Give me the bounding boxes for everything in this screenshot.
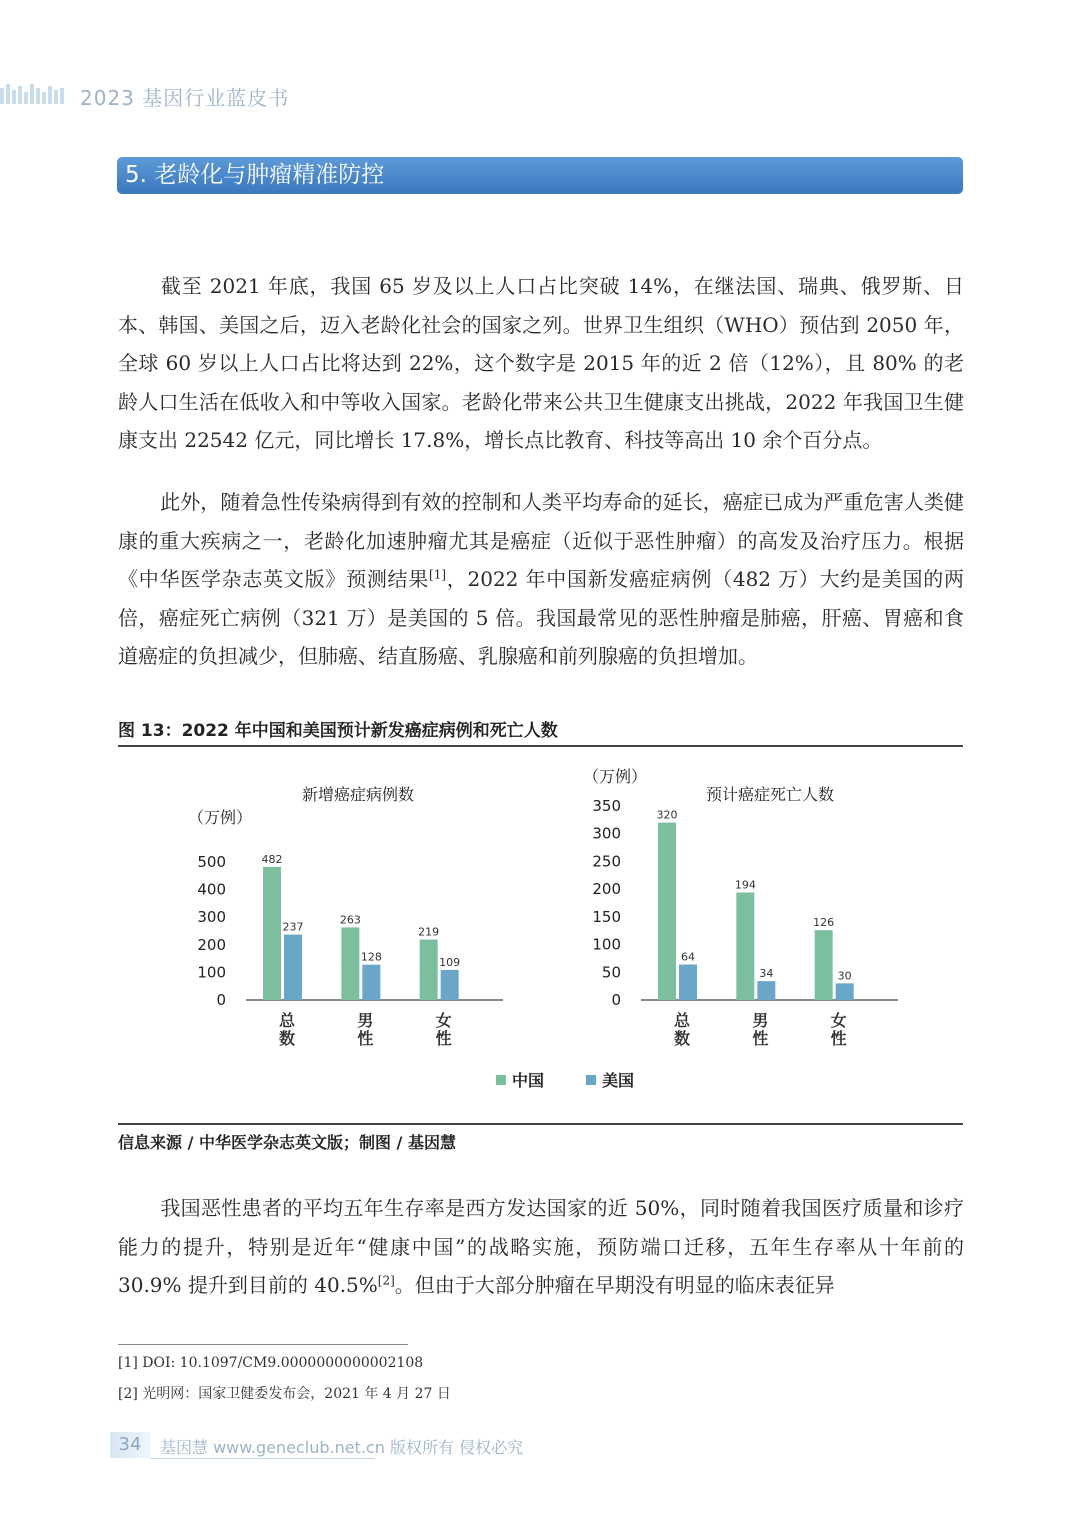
category-label: 总 bbox=[673, 1011, 691, 1030]
legend-label-china: 中国 bbox=[512, 1071, 545, 1090]
legend-swatch-china bbox=[496, 1075, 506, 1085]
figure-bottom-rule bbox=[118, 1123, 963, 1125]
footer-copyright: 版权所有 侵权必究 bbox=[390, 1438, 524, 1457]
footnote-2: [2] 光明网：国家卫健委发布会，2021 年 4 月 27 日 bbox=[118, 1386, 451, 1402]
y-tick-label: 200 bbox=[592, 880, 621, 899]
footer-underline bbox=[150, 1458, 375, 1459]
cancer-bar-charts bbox=[118, 750, 963, 1125]
y-tick-label: 250 bbox=[592, 852, 621, 871]
y-tick-label: 50 bbox=[601, 963, 621, 982]
chart-unit-label-0: （万例） bbox=[188, 808, 253, 827]
bar-value-label: 194 bbox=[734, 878, 756, 892]
y-tick-label: 350 bbox=[592, 797, 621, 815]
footer-site-link[interactable]: 基因慧 www.geneclub.net.cn bbox=[160, 1438, 385, 1457]
bar-china bbox=[341, 927, 359, 1000]
chart-unit-label-1: （万例） bbox=[583, 767, 648, 786]
chart-title-1: 预计癌症死亡人数 bbox=[705, 785, 835, 804]
header-decoration bbox=[0, 80, 70, 110]
footnote-ref-1[interactable]: [1] bbox=[429, 567, 447, 582]
category-label: 男 bbox=[357, 1011, 374, 1030]
bar-usa bbox=[836, 983, 854, 1000]
bar-value-label: 30 bbox=[837, 969, 852, 983]
category-label: 性 bbox=[357, 1029, 374, 1048]
bar-value-label: 237 bbox=[282, 920, 304, 934]
category-label: 总 bbox=[278, 1011, 296, 1030]
bar-value-label: 128 bbox=[360, 950, 382, 964]
figure-source: 信息来源 / 中华医学杂志英文版；制图 / 基因慧 bbox=[118, 1133, 456, 1152]
category-label: 男 bbox=[752, 1011, 769, 1030]
bar-value-label: 109 bbox=[439, 955, 461, 969]
bar-usa bbox=[757, 981, 775, 1000]
bar-value-label: 482 bbox=[261, 852, 283, 866]
bar-value-label: 126 bbox=[813, 916, 835, 930]
bar-value-label: 34 bbox=[759, 967, 774, 981]
bar-china bbox=[815, 930, 833, 1000]
y-tick-label: 0 bbox=[611, 991, 621, 1009]
category-label: 数 bbox=[278, 1029, 296, 1048]
figure-top-rule bbox=[118, 745, 963, 747]
category-label: 性 bbox=[830, 1029, 847, 1048]
y-tick-label: 100 bbox=[197, 963, 226, 982]
paragraph-cancer-burden: 此外，随着急性传染病得到有效的控制和人类平均寿命的延长，癌症已成为严重危害人类健康的重大疾病之一，老龄化加速肿瘤尤其是癌症（近似于恶性肿瘤）的高发及治疗压力。根据《中华医学杂志英文版》预测结果[1]，2022 年中国新发癌症病例（482 万）大约是美国的两倍，癌症死亡病例（321 万）是美国的 5 倍。我国最常见的恶性肿瘤是肺癌，肝癌、胃癌和食道癌症的负担减少，但肺癌、结直肠癌、乳腺癌和前列腺癌的负担增加。 bbox=[118, 490, 964, 668]
category-label: 数 bbox=[673, 1029, 691, 1048]
bar-value-label: 64 bbox=[681, 950, 695, 964]
y-tick-label: 300 bbox=[592, 824, 621, 843]
category-label: 女 bbox=[830, 1011, 847, 1030]
y-tick-label: 300 bbox=[197, 908, 226, 927]
y-tick-label: 0 bbox=[216, 991, 226, 1009]
paragraph-survival: 我国恶性患者的平均五年生存率是西方发达国家的近 50%，同时随着我国医疗质量和诊疗能力的提升，特别是近年“健康中国”的战略实施，预防端口迁移，五年生存率从十年前的 30.9% 提升到目前的 40.5%[2]。但由于大部分肿瘤在早期没有明显的临床表征异 bbox=[118, 1196, 964, 1297]
bar-china bbox=[736, 892, 754, 1000]
bar-china bbox=[658, 823, 676, 1000]
paragraph-aging: 截至 2021 年底，我国 65 岁及以上人口占比突破 14%，在继法国、瑞典、俄罗斯、日本、韩国、美国之后，迈入老龄化社会的国家之列。世界卫生组织（WHO）预估到 2050 年，全球 60 岁以上人口占比将达到 22%，这个数字是 2015 年的近 2 倍（12%），且 80% 的老龄人口生活在低收入和中等收入国家。老龄化带来公共卫生健康支出挑战，2022 年我国卫生健康支出 22542 亿元，同比增长 17.8%，增长点比教育、科技等高出 10 余个百分点。 bbox=[118, 274, 964, 452]
bar-usa bbox=[362, 965, 380, 1000]
y-tick-label: 150 bbox=[592, 907, 621, 926]
legend-swatch-usa bbox=[586, 1075, 596, 1085]
bar-value-label: 263 bbox=[339, 913, 361, 927]
footnote-1: [1] DOI: 10.1097/CM9.0000000000002108 bbox=[118, 1355, 424, 1371]
bar-usa bbox=[441, 970, 459, 1000]
legend-label-usa: 美国 bbox=[602, 1071, 635, 1090]
category-label: 性 bbox=[752, 1029, 769, 1048]
category-label: 女 bbox=[435, 1011, 452, 1030]
book-title: 2023 基因行业蓝皮书 bbox=[80, 86, 290, 110]
footnote-ref-2[interactable]: [2] bbox=[377, 1273, 395, 1288]
bar-usa bbox=[679, 965, 697, 1000]
chart-title-0: 新增癌症病例数 bbox=[301, 785, 415, 804]
bar-china bbox=[263, 867, 281, 1000]
y-tick-label: 100 bbox=[592, 935, 621, 954]
y-tick-label: 200 bbox=[197, 935, 226, 954]
page-number: 34 bbox=[110, 1432, 150, 1458]
category-label: 性 bbox=[435, 1029, 452, 1048]
bar-china bbox=[420, 940, 438, 1000]
y-tick-label: 400 bbox=[197, 880, 226, 899]
section-heading: 5. 老龄化与肿瘤精准防控 bbox=[117, 157, 963, 194]
footnote-divider bbox=[118, 1344, 408, 1345]
figure-title: 图 13：2022 年中国和美国预计新发癌症病例和死亡人数 bbox=[118, 721, 558, 741]
y-tick-label: 500 bbox=[197, 853, 226, 871]
bar-usa bbox=[284, 935, 302, 1000]
bar-value-label: 320 bbox=[656, 808, 678, 822]
bar-value-label: 219 bbox=[418, 925, 440, 939]
